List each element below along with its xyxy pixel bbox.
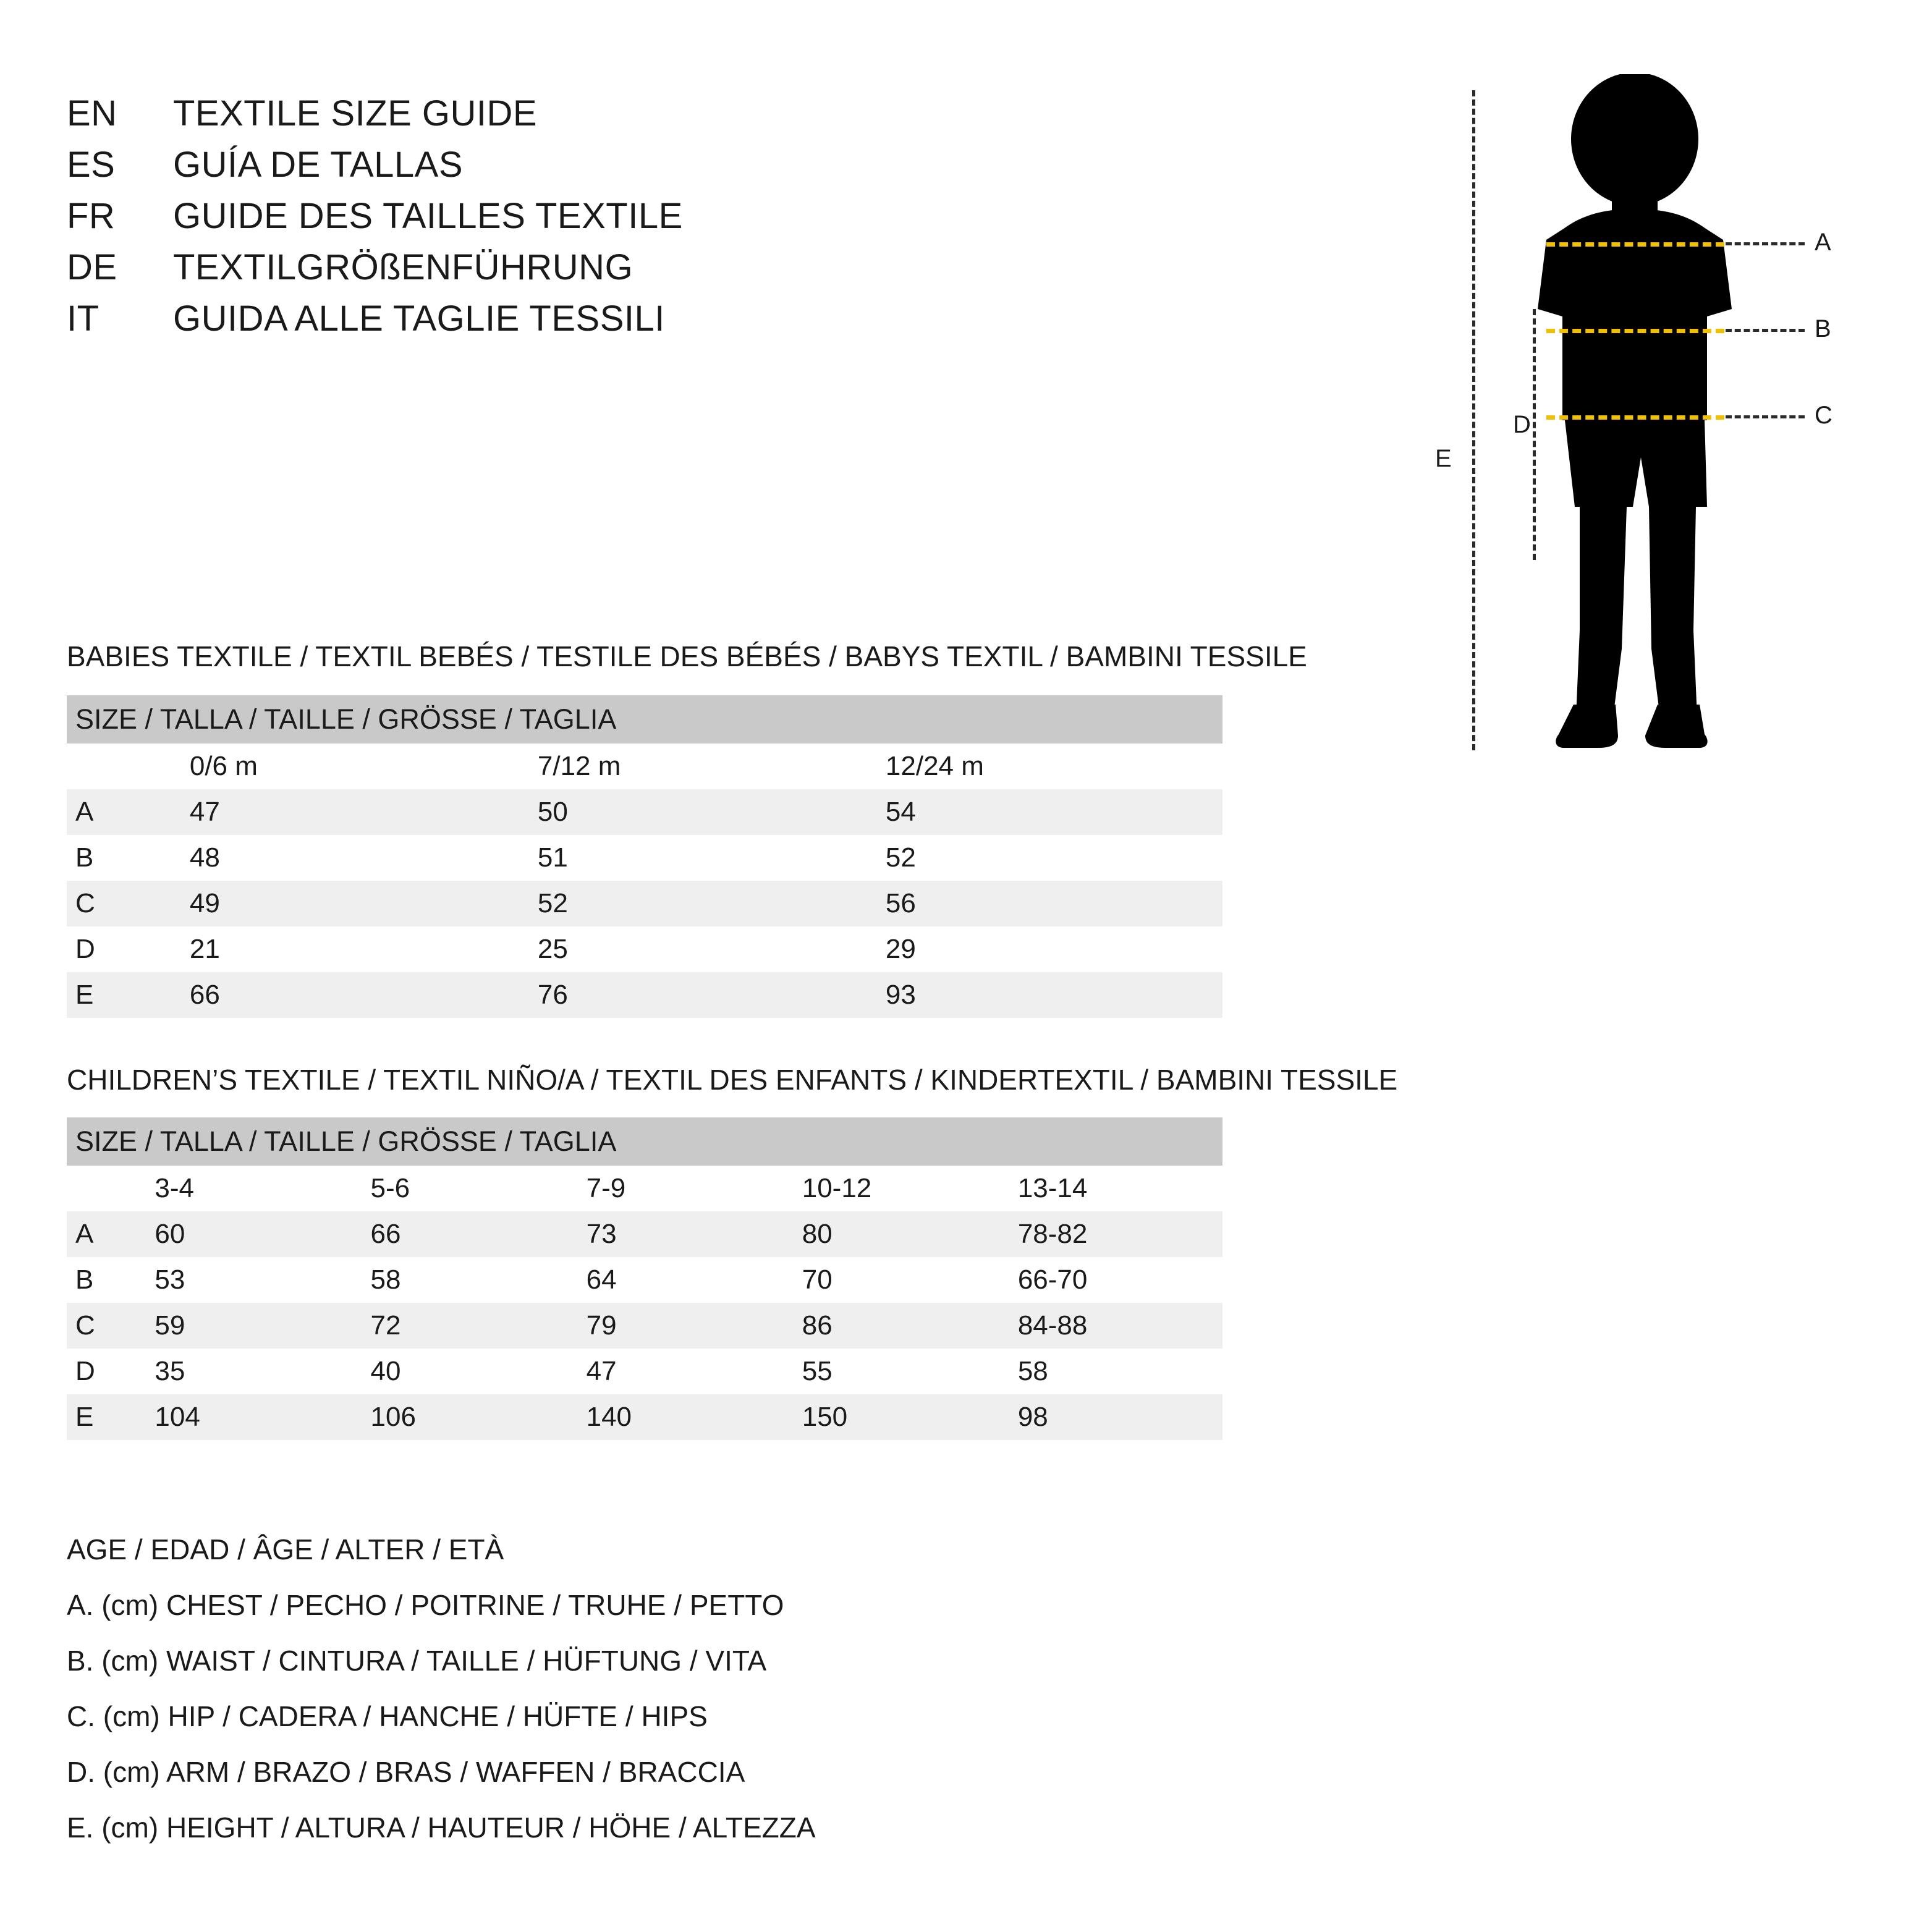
babies-d-2: 29 — [875, 926, 1222, 972]
babies-column-0: 0/6 m — [179, 744, 527, 789]
legend-chest: A. (cm) CHEST / PECHO / POITRINE / TRUHE / PETTO — [67, 1589, 784, 1621]
waist-leader-line-b — [1726, 329, 1805, 332]
legend-age: AGE / EDAD / ÂGE / ALTER / ETÀ — [67, 1533, 504, 1566]
language-code-fr: FR — [67, 196, 116, 236]
children-table-header-band — [67, 1117, 1222, 1166]
table-row — [67, 1303, 1222, 1349]
children-a-3: 80 — [791, 1211, 1007, 1257]
language-row-it — [67, 298, 994, 339]
babies-size-table — [67, 695, 1222, 1018]
children-c-4: 84-88 — [1007, 1303, 1222, 1349]
babies-d-0: 21 — [179, 926, 527, 972]
children-row-label-b: B — [67, 1257, 143, 1303]
children-size-table — [67, 1117, 1222, 1440]
children-row-label-d: D — [67, 1349, 143, 1394]
children-column-2: 7-9 — [575, 1166, 791, 1211]
babies-row-label-d: D — [67, 926, 179, 972]
language-code-es: ES — [67, 145, 116, 185]
children-e-3: 150 — [791, 1394, 1007, 1440]
language-row-fr — [67, 195, 994, 237]
language-text-es: GUÍA DE TALLAS — [173, 145, 464, 185]
babies-header-label: SIZE / TALLA / TAILLE / GRÖSSE / TAGLIA — [67, 695, 1222, 744]
children-column-header-row — [67, 1166, 1222, 1211]
babies-a-0: 47 — [179, 789, 527, 835]
figure-label-e: E — [1435, 445, 1452, 472]
figure-label-d: D — [1513, 411, 1531, 438]
table-row — [67, 926, 1222, 972]
language-text-it: GUIDA ALLE TAGLIE TESSILI — [173, 299, 665, 339]
hip-guide-line-c — [1546, 415, 1724, 420]
table-row — [67, 789, 1222, 835]
babies-row-label-b: B — [67, 835, 179, 881]
table-row — [67, 972, 1222, 1018]
babies-table-header-band — [67, 695, 1222, 744]
babies-b-0: 48 — [179, 835, 527, 881]
babies-column-2: 12/24 m — [875, 744, 1222, 789]
children-e-0: 104 — [143, 1394, 359, 1440]
children-d-2: 47 — [575, 1349, 791, 1394]
children-column-1: 5-6 — [360, 1166, 575, 1211]
babies-e-0: 66 — [179, 972, 527, 1018]
babies-b-2: 52 — [875, 835, 1222, 881]
language-header-block — [67, 93, 994, 349]
language-code-en: EN — [67, 93, 117, 133]
children-d-4: 58 — [1007, 1349, 1222, 1394]
table-row — [67, 881, 1222, 926]
children-a-2: 73 — [575, 1211, 791, 1257]
babies-row-label-e: E — [67, 972, 179, 1018]
children-row-label-c: C — [67, 1303, 143, 1349]
babies-d-1: 25 — [527, 926, 875, 972]
language-text-fr: GUIDE DES TAILLES TEXTILE — [173, 196, 683, 236]
children-column-0: 3-4 — [143, 1166, 359, 1211]
language-row-es — [67, 144, 994, 185]
children-b-2: 64 — [575, 1257, 791, 1303]
waist-guide-line-b — [1546, 329, 1724, 333]
table-row — [67, 1394, 1222, 1440]
language-code-de: DE — [67, 247, 117, 287]
children-row-label-a: A — [67, 1211, 143, 1257]
children-d-0: 35 — [143, 1349, 359, 1394]
children-a-4: 78-82 — [1007, 1211, 1222, 1257]
children-a-1: 66 — [360, 1211, 575, 1257]
chest-guide-line-a — [1546, 242, 1724, 247]
figure-label-b: B — [1815, 315, 1831, 342]
language-row-en — [67, 93, 994, 134]
babies-b-1: 51 — [527, 835, 875, 881]
babies-e-2: 93 — [875, 972, 1222, 1018]
legend-block — [67, 1533, 1426, 1866]
children-d-1: 40 — [360, 1349, 575, 1394]
children-section-title: CHILDREN’S TEXTILE / TEXTIL NIÑO/A / TEXTIL DES ENFANTS / KINDERTEXTIL / BAMBINI TESSILE — [67, 1064, 1398, 1096]
legend-arm: D. (cm) ARM / BRAZO / BRAS / WAFFEN / BRACCIA — [67, 1756, 745, 1788]
children-b-1: 58 — [360, 1257, 575, 1303]
babies-section-title: BABIES TEXTILE / TEXTIL BEBÉS / TESTILE DES BÉBÉS / BABYS TEXTIL / BAMBINI TESSILE — [67, 640, 1307, 672]
babies-e-1: 76 — [527, 972, 875, 1018]
babies-c-1: 52 — [527, 881, 875, 926]
children-b-0: 53 — [143, 1257, 359, 1303]
language-text-de: TEXTILGRÖßENFÜHRUNG — [173, 247, 633, 287]
children-c-3: 86 — [791, 1303, 1007, 1349]
children-corner-cell — [67, 1166, 143, 1211]
legend-waist: B. (cm) WAIST / CINTURA / TAILLE / HÜFTUNG / VITA — [67, 1645, 767, 1677]
children-e-4: 98 — [1007, 1394, 1222, 1440]
legend-height: E. (cm) HEIGHT / ALTURA / HAUTEUR / HÖHE / ALTEZZA — [67, 1811, 816, 1844]
babies-corner-cell — [67, 744, 179, 789]
table-row — [67, 1257, 1222, 1303]
children-c-0: 59 — [143, 1303, 359, 1349]
babies-c-2: 56 — [875, 881, 1222, 926]
babies-a-2: 54 — [875, 789, 1222, 835]
legend-hip: C. (cm) HIP / CADERA / HANCHE / HÜFTE / HIPS — [67, 1700, 708, 1732]
figure-label-c: C — [1815, 402, 1832, 429]
babies-a-1: 50 — [527, 789, 875, 835]
babies-row-label-a: A — [67, 789, 179, 835]
hip-leader-line-c — [1726, 415, 1805, 418]
table-row — [67, 835, 1222, 881]
language-code-it: IT — [67, 299, 100, 339]
babies-c-0: 49 — [179, 881, 527, 926]
children-column-4: 13-14 — [1007, 1166, 1222, 1211]
figure-label-a: A — [1815, 229, 1831, 256]
children-e-2: 140 — [575, 1394, 791, 1440]
chest-leader-line-a — [1726, 242, 1805, 245]
babies-column-header-row — [67, 744, 1222, 789]
children-column-3: 10-12 — [791, 1166, 1007, 1211]
measurement-figure — [1409, 74, 1866, 760]
babies-column-1: 7/12 m — [527, 744, 875, 789]
children-e-1: 106 — [360, 1394, 575, 1440]
table-row — [67, 1211, 1222, 1257]
babies-row-label-c: C — [67, 881, 179, 926]
children-b-4: 66-70 — [1007, 1257, 1222, 1303]
table-row — [67, 1349, 1222, 1394]
height-guide-line-e — [1472, 90, 1475, 750]
children-c-2: 79 — [575, 1303, 791, 1349]
child-silhouette-icon — [1489, 74, 1780, 748]
children-a-0: 60 — [143, 1211, 359, 1257]
children-header-label: SIZE / TALLA / TAILLE / GRÖSSE / TAGLIA — [67, 1117, 1222, 1166]
children-b-3: 70 — [791, 1257, 1007, 1303]
language-text-en: TEXTILE SIZE GUIDE — [173, 93, 538, 133]
children-row-label-e: E — [67, 1394, 143, 1440]
language-row-de — [67, 247, 994, 288]
children-c-1: 72 — [360, 1303, 575, 1349]
children-d-3: 55 — [791, 1349, 1007, 1394]
